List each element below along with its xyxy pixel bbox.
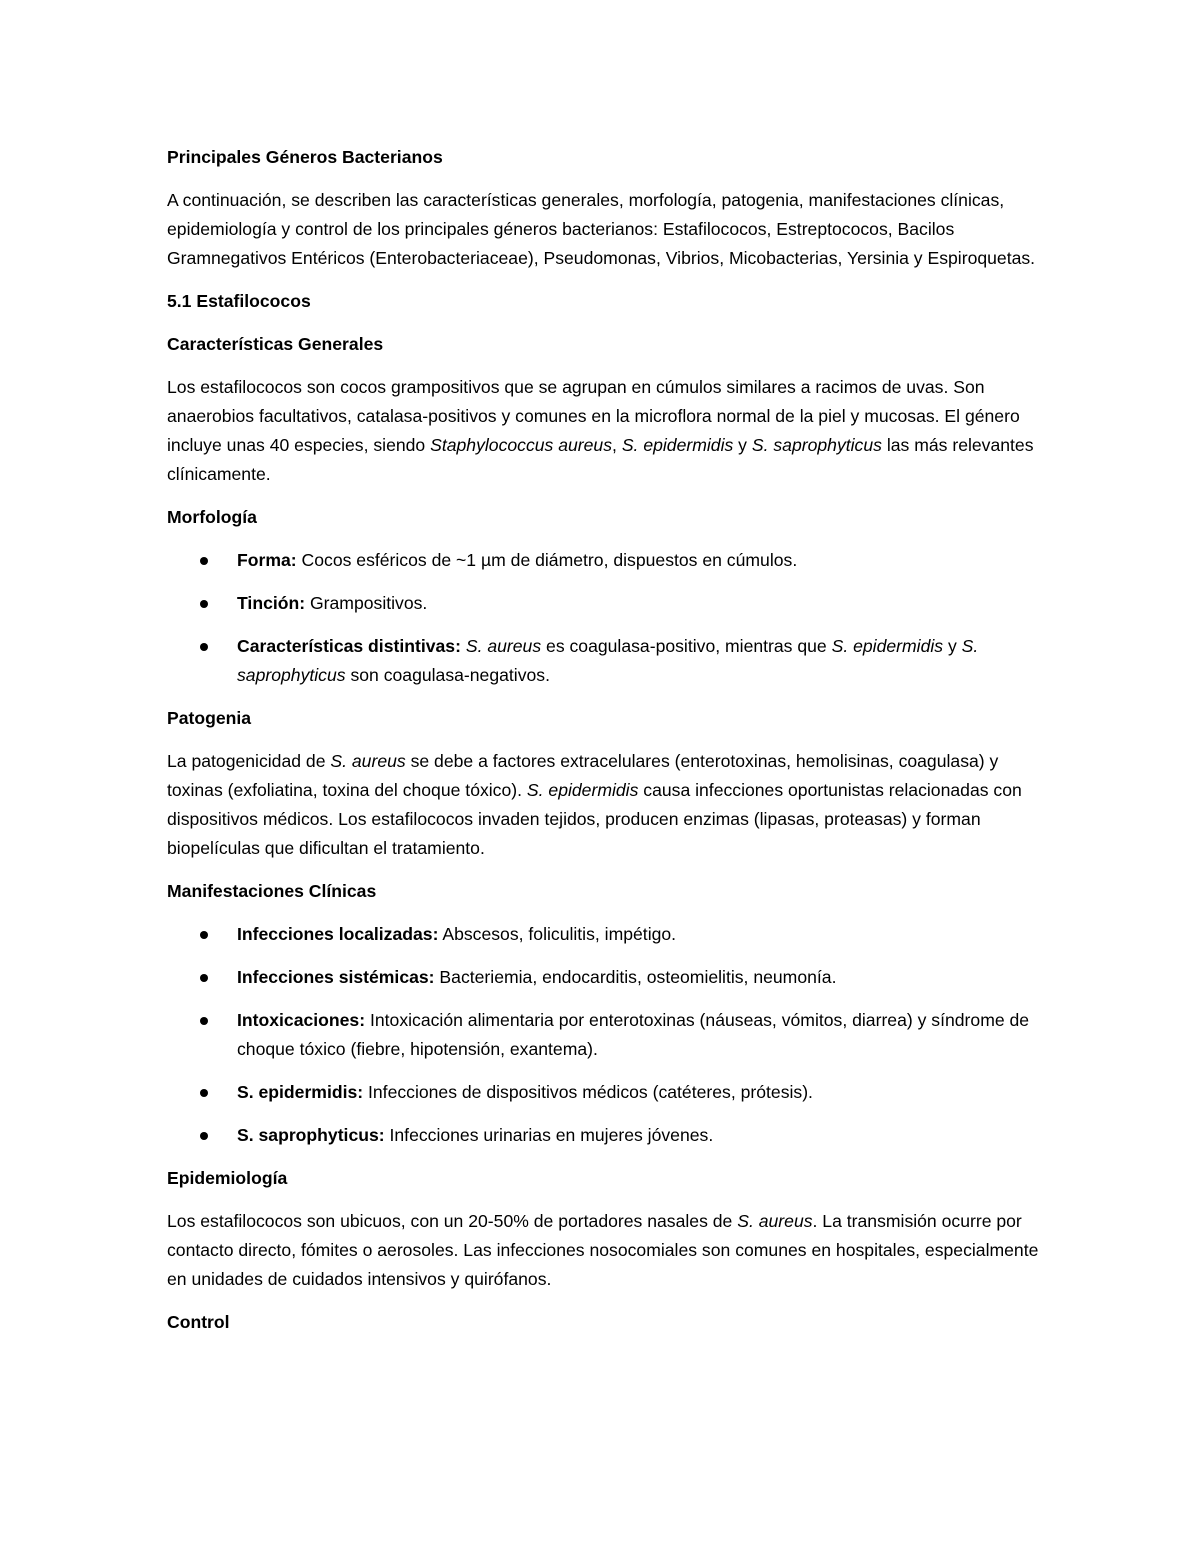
- item-label: Forma:: [237, 550, 297, 570]
- item-text: Bacteriemia, endocarditis, osteomielitis, neumonía.: [434, 967, 837, 987]
- list-item: [167, 1006, 1047, 1064]
- item-text: y: [943, 636, 962, 656]
- text-run: se debe a factores extracelulares (enterotoxinas, hemolisinas, coagulasa) y toxinas (exfoliatina, toxina del choque tóxico).: [167, 751, 999, 800]
- heading-control: Control: [167, 1312, 230, 1332]
- item-label: Infecciones localizadas:: [237, 924, 439, 944]
- bullet-icon: [200, 643, 208, 651]
- item-label: Tinción:: [237, 593, 306, 613]
- species-name: S. saprophyticus: [237, 636, 979, 685]
- bullet-icon: [200, 557, 208, 565]
- text-run: Los estafilococos son ubicuos, con un 20-50% de portadores nasales de: [167, 1211, 738, 1231]
- text-run: Los estafilococos son cocos grampositivos que se agrupan en cúmulos similares a racimos de uvas. Son anaerobios facultativos, catalasa-positivos y comunes en la microflora normal de la piel y mucosas. El género incluye unas 40 especies, siendo: [167, 377, 1020, 455]
- item-label: Características distintivas:: [237, 636, 461, 656]
- species-name: S. epidermidis: [621, 435, 734, 455]
- bullet-icon: [200, 1017, 208, 1025]
- document-page: [167, 143, 1047, 1351]
- list-item: [167, 632, 1047, 690]
- text-run: ,: [612, 435, 622, 455]
- epidemiologia-paragraph: [167, 1207, 1047, 1294]
- heading-manifestaciones-clinicas: Manifestaciones Clínicas: [167, 881, 377, 901]
- item-text: Infecciones urinarias en mujeres jóvenes.: [384, 1125, 714, 1145]
- species-name: Staphylococcus aureus: [430, 435, 613, 455]
- heading-caracteristicas-generales: Características Generales: [167, 334, 384, 354]
- bullet-icon: [200, 974, 208, 982]
- manifestaciones-list: [167, 920, 1047, 1150]
- text-run: y: [733, 435, 752, 455]
- section-title: 5.1 Estafilococos: [167, 291, 311, 311]
- item-label: S. saprophyticus:: [237, 1125, 385, 1145]
- text-run: causa infecciones oportunistas relacionadas con dispositivos médicos. Los estafilococos invaden tejidos, producen enzimas (lipasas, proteasas) y forman biopelículas que dificultan el tratamiento.: [167, 780, 1022, 858]
- bullet-icon: [200, 931, 208, 939]
- item-text: Intoxicación alimentaria por enterotoxinas (náuseas, vómitos, diarrea) y síndrome de choque tóxico (fiebre, hipotensión, exantema).: [237, 1010, 1030, 1059]
- text-run: las más relevantes clínicamente.: [167, 435, 1034, 484]
- list-item: [167, 1121, 1047, 1150]
- heading-epidemiologia: Epidemiología: [167, 1168, 288, 1188]
- item-text: Abscesos, foliculitis, impétigo.: [438, 924, 677, 944]
- text-run: . La transmisión ocurre por contacto directo, fómites o aerosoles. Las infecciones nosocomiales son comunes en hospitales, especialmente en unidades de cuidados intensivos y quirófanos.: [167, 1211, 1039, 1289]
- list-item: [167, 589, 1047, 618]
- item-label: Infecciones sistémicas:: [237, 967, 435, 987]
- list-item: [167, 1078, 1047, 1107]
- item-label: Intoxicaciones:: [237, 1010, 366, 1030]
- species-name: S. aureus: [737, 1211, 813, 1231]
- generales-paragraph: [167, 373, 1047, 489]
- list-item: [167, 546, 1047, 575]
- patogenia-paragraph: [167, 747, 1047, 863]
- species-name: S. aureus: [465, 636, 542, 656]
- heading-patogenia: Patogenia: [167, 708, 252, 728]
- bullet-icon: [200, 1132, 208, 1140]
- intro-paragraph: A continuación, se describen las características generales, morfología, patogenia, manifestaciones clínicas, epidemiología y control de los principales géneros bacterianos: Estafilococos, Estreptococos, Bacilos Gramnegativos Entéricos (Enterobacteriaceae), Pseudomonas, Vibrios, Micobacterias, Yersinia y Espiroquetas.: [167, 190, 1036, 268]
- item-text: Cocos esféricos de ~1 µm de diámetro, dispuestos en cúmulos.: [296, 550, 798, 570]
- species-name: S. aureus: [330, 751, 406, 771]
- heading-morfologia: Morfología: [167, 507, 257, 527]
- morfologia-list: [167, 546, 1047, 690]
- item-text: Infecciones de dispositivos médicos (catéteres, prótesis).: [363, 1082, 813, 1102]
- item-text: son coagulasa-negativos.: [345, 665, 550, 685]
- bullet-icon: [200, 600, 208, 608]
- text-run: La patogenicidad de: [167, 751, 331, 771]
- bullet-icon: [200, 1089, 208, 1097]
- species-name: S. saprophyticus: [751, 435, 882, 455]
- item-text: Grampositivos.: [305, 593, 428, 613]
- species-name: S. epidermidis: [831, 636, 944, 656]
- list-item: [167, 920, 1047, 949]
- list-item: [167, 963, 1047, 992]
- item-label: S. epidermidis:: [237, 1082, 364, 1102]
- document-title: Principales Géneros Bacterianos: [167, 147, 443, 167]
- species-name: S. epidermidis: [526, 780, 639, 800]
- item-text: es coagulasa-positivo, mientras que: [541, 636, 832, 656]
